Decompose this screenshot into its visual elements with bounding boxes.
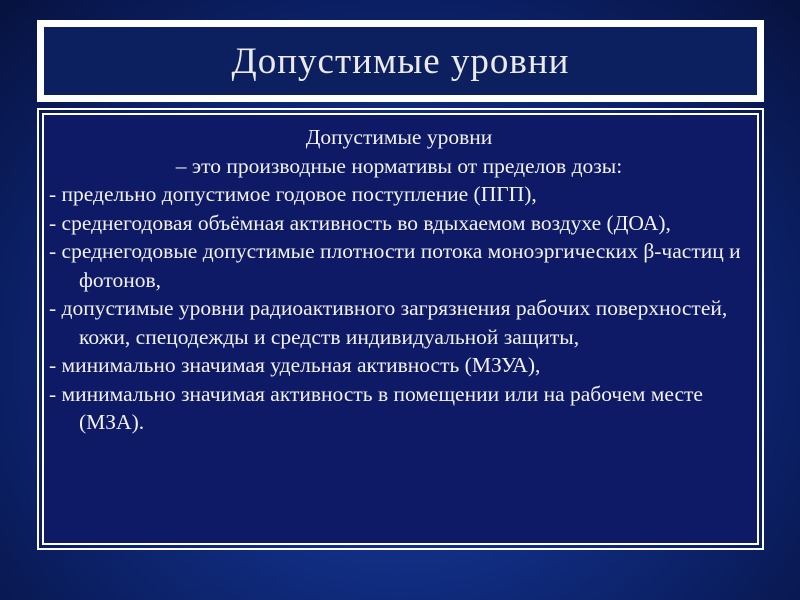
intro-heading: Допустимые уровни [305, 125, 493, 149]
content-frame [37, 108, 764, 550]
list-item: - допустимые уровни радиоактивного загрязнения рабочих поверхностей, кожи, спецодежды и средств индивидуальной защиты, [49, 296, 728, 349]
list-item: - предельно допустимое годовое поступление (ПГП), [49, 182, 537, 206]
intro-definition: – это производные нормативы от пределов дозы: [175, 153, 623, 178]
list-item: - среднегодовая объёмная активность во вдыхаемом воздухе (ДОА), [49, 210, 671, 235]
list-item: - минимально значимая удельная активность (МЗУА), [49, 353, 541, 377]
content-panel [42, 113, 759, 545]
list-item: - среднегодовые допустимые плотности потока моноэргических β-частиц и фотонов, [49, 239, 741, 292]
title-frame [37, 20, 764, 102]
list-item: - минимально значимая активность в помещении или на рабочем месте (МЗА). [49, 381, 703, 434]
title-panel [44, 27, 757, 95]
slide-title: Допустимые уровни [231, 40, 570, 82]
